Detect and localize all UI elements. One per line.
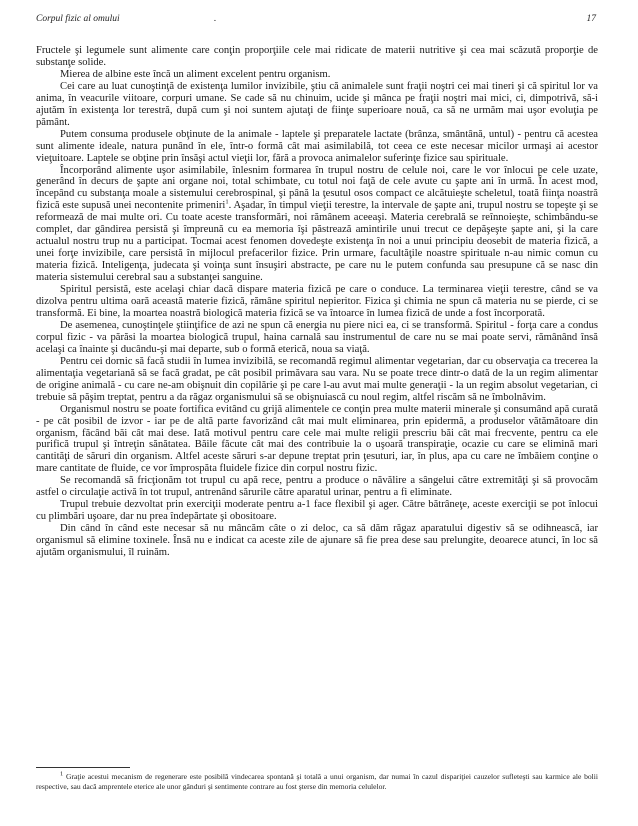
page-number: 17 [586, 14, 596, 24]
paragraph-text: Aşadar, în timpul vieţii terestre, la intervale de şapte ani, trupul nostru se topeşte şi se reformează de mai multe ori. Cu toate aceste transformări, noi rămânem aceeaşi. Materia cerebrală se reînnoieşte, schimbându-se complet, dar gândirea persistă şi împreună cu ea memoria îşi păstrează amintirile unui trecut ce depăşeşte şapte ani, şi la care actualul nostru trup nu a participat. Tocmai acest fenomen dovedeşte existenţa în noi a unui principiu deosebit de materia fizică, a unei forţe invizibile, care persistă în mijlocul prefacerilor fizice. Prin urmare, facultăţile noastre spirituale n-au nimic comun cu materia fizică. Inteligenţa, judecata şi voinţa sunt însuşiri abstracte, pe care nu le putem confunda sau presupune că se nasc din materia sistemului cerebral sau a substanţei sanguine. [36, 200, 598, 284]
header-title: Corpul fizic al omului [36, 14, 120, 24]
paragraph: Fructele şi legumele sunt alimente care conţin proporţiile cele mai ridicate de materii nutritive şi cea mai scăzută proporţie de substanţe solide. [36, 45, 598, 68]
footnote-text: Graţie acestui mecanism de regenerare este posibilă vindecarea spontană şi totală a unui organism, dar numai în cazul dispariţiei cauzelor sufleteşti sau karmice ale bolii respective, sau dacă amprentele eterice ale unor gânduri şi sentimente contrare au fost şterse din memoria celulelor. [36, 772, 598, 791]
footnote-marker: 1 [60, 770, 64, 778]
paragraph: Mierea de albine este încă un aliment excelent pentru organism. [60, 68, 331, 80]
running-header [36, 14, 596, 30]
footnote-reference[interactable]: 1 [225, 198, 229, 206]
paragraph-continuation: . [228, 200, 234, 212]
footnote-body [36, 772, 598, 792]
paragraph: Organismul nostru se poate fortifica evitând cu grijă alimentele ce conţin prea multe materii minerale şi consumând apă curată - pe cât posibil de izvor - iar pe de altă parte favorizând cât mai mult eliminarea, prin epidermă, a produselor vătămătoare din organism, făcând băi cât mai dese. Iată motivul pentru care cele mai multe religii prescriu băi cât mai frecvente, pentru ca ele purifică trupul şi întreţin sănătatea. Băile făcute cât mai des contribuie la o uşoară transpiraţie, ocazie cu care se elimină mari cantităţi de săruri din organism. Altfel aceste săruri s-ar depune treptat prin ţesuturi, iar, în plus, apa cu care ne îmbăiem conţine o mare cantitate de fluide, ce vor împrospăta fluidele fizice din corpul nostru fizic. [36, 403, 598, 475]
paragraph: Putem consuma produsele obţinute de la animale - laptele şi preparatele lactate (brânza, smântână, untul) - pentru că acestea sunt alimente ideale, natura punând în ele, într-o formă cât mai asimilabilă, tot ceea ce este necesar micilor urmaşi ai acestor vieţuitoare. Laptele se obţine prin însăşi actul vieţii lor, fără a provoca animalelor suferinţe fizice sau spirituale. [36, 128, 598, 164]
paragraph: De asemenea, cunoştinţele ştiinţifice de azi ne spun că energia nu piere nici ea, ci se transformă. Spiritul - forţa care a condus corpul fizic - va părăsi la moartea biologică trupul, haina carnală sau instrumentul de care nu se mai poate servi, rămânând însă acelaşi ca înainte şi ducându-şi mai departe, sub o formă eterică, noua sa viaţă. [36, 319, 598, 355]
header-dot: . [214, 14, 217, 24]
body-text [36, 45, 598, 559]
paragraph: Cei care au luat cunoştinţă de existenţa lumilor invizibile, ştiu că animalele sunt fraţii noştri cei mai tineri şi că spiritul lor va anima, în veacurile viitoare, corpuri umane. Se cade să nu chinuim, ucide şi mânca pe fraţii noştri mai mici, ci, dimpotrivă, să-i ajutăm în existenţa lor terestră, după cum şi noi suntem ajutaţi de fiinţe superioare nouă, ca să ne urmăm mai uşor evoluţia pe pământ. [36, 80, 598, 128]
footnote [36, 772, 598, 792]
paragraph: Spiritul persistă, este acelaşi chiar dacă dispare materia fizică pe care o conduce. La terminarea vieţii terestre, când se va dizolva pentru ultima oară această materie fizică, rămâne spiritul nepieritor. Fizica şi chimia ne spun că materia nu se pierde, ci se transformă. Ei bine, la moartea noastră biologică materia fizică se va întoarce în lumea fizică de unde a fost încorporată. [36, 284, 598, 319]
paragraph-text: Încorporând alimente uşor asimilabile, înlesnim formarea în trupul nostru de celule noi, care le vor înlocui pe cele uzate, generând în decurs de şapte ani organe noi, total schimbate, cu totul noi faţă de cele avute cu şapte ani în urmă. În acest mod, începând cu substanţa moale a sistemului cerebrospinal, şi până la ţesutul osos compact ce alcătuieşte scheletul, toată fiinţa noastră fizică este supusă unei necontenite primeniri [36, 164, 598, 212]
footnote-divider [36, 767, 130, 768]
paragraph: Se recomandă să fricţionăm tot trupul cu apă rece, pentru a produce o năvălire a sângelui către extremităţi şi să provocăm astfel o circulaţie activă în tot trupul, antrenând sărurile către aparatul urinar, pentru a fi eliminate. [36, 475, 598, 499]
paragraph: Trupul trebuie dezvoltat prin exerciţii moderate pentru a-1 face flexibil şi ager. Către bătrâneţe, aceste exerciţii se pot înlocui cu plimbări uşoare, dar nu prea îndepărtate şi obositoare. [36, 499, 598, 523]
paragraph: Din când în când este necesar să nu mâncăm câte o zi deloc, ca să dăm răgaz aparatului digestiv să se odihnească, iar organismul să elimine toxinele. Însă nu e indicat ca aceste zile de ajunare să fie prea dese sau prelungite, deoarece atunci, în loc să ajutăm organismului, îl ruinăm. [36, 523, 598, 559]
paragraph: Pentru cei dornic să facă studii în lumea invizibilă, se recomandă regimul alimentar vegetarian, dar cu observaţia ca trecerea la alimentaţia vegetariană să se facă gradat, pe cât posibil primăvara sau vara. Nu se poate trece dintr-o dată de la un regim alimentar de origine animală - cu care ne-am obişnuit din copilărie şi pe care l-au avut mai multe generaţii - la un regim absolut vegetarian, ci trebuie să păşim treptat, pentru a da răgaz organismului să se obişnuiască cu noul regim, altfel riscăm să ne îmbolnăvim. [36, 355, 598, 403]
paragraph [36, 165, 598, 285]
